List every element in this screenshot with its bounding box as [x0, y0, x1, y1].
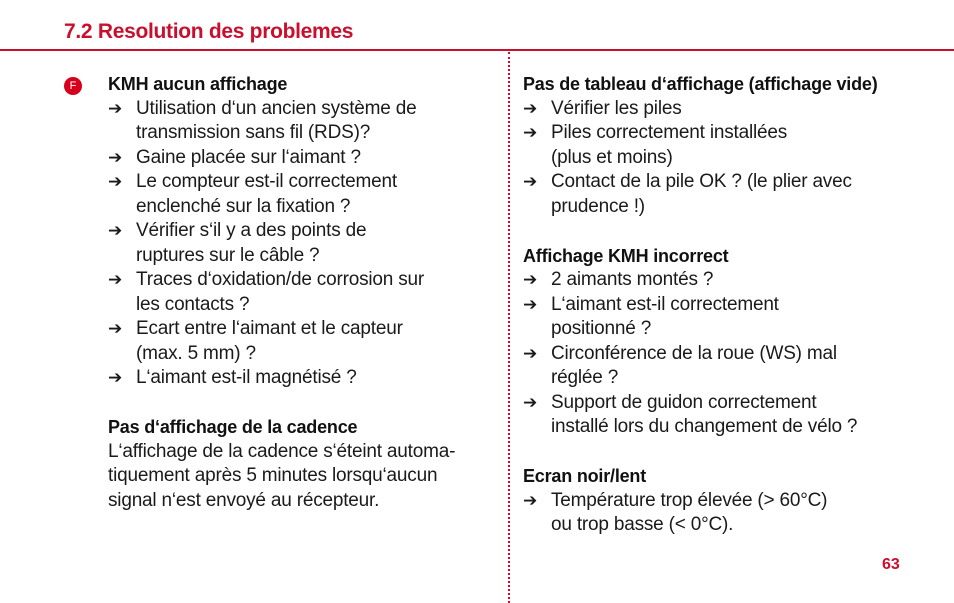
page-number: 63 [882, 556, 900, 573]
checklist-item [108, 366, 503, 391]
checklist-item [108, 97, 503, 146]
arrow-right-icon: ➔ [108, 172, 123, 191]
checklist-item [523, 391, 948, 440]
item-text-line: Piles correctement installées [551, 122, 788, 143]
checklist-item [108, 170, 503, 219]
item-text-line: ou trop basse (< 0°C). [551, 514, 734, 535]
arrow-right-icon: ➔ [523, 490, 538, 510]
arrow-right-icon: ➔ [523, 172, 538, 191]
item-text-line: réglée ? [551, 367, 619, 388]
checklist-item [108, 146, 503, 171]
item-text-line: les contacts ? [136, 293, 250, 315]
paragraph-line: signal n‘est envoyé au récepteur. [108, 489, 380, 511]
arrow-right-icon: ➔ [108, 368, 123, 387]
section-kmh-aucun-affichage [108, 72, 503, 391]
arrow-right-icon: ➔ [523, 98, 538, 118]
section-title: Ecran noir/lent [523, 466, 647, 486]
checklist [523, 489, 948, 538]
checklist [108, 97, 503, 391]
item-text-line: transmission sans fil (RDS)? [136, 122, 371, 143]
arrow-right-icon: ➔ [108, 221, 123, 240]
item-text-line: 2 aimants montés ? [551, 269, 714, 290]
item-text-line: enclenché sur la fixation ? [136, 195, 351, 217]
section-pas-d-affichage-de-la-cadence [108, 415, 503, 513]
item-text-line: positionné ? [551, 318, 652, 339]
item-text-line: (plus et moins) [551, 146, 673, 168]
section-title: KMH aucun affichage [108, 74, 288, 94]
item-text-line: Circonférence de la roue (WS) mal [551, 342, 837, 364]
arrow-right-icon: ➔ [523, 343, 538, 363]
checklist-item [108, 219, 503, 268]
item-text-line: Utilisation d‘un ancien système de [136, 97, 417, 119]
item-text-line: ruptures sur le câble ? [136, 244, 320, 266]
paragraph-line: L‘affichage de la cadence s‘éteint automa- [108, 440, 456, 462]
item-text-line: Support de guidon correctement [551, 391, 817, 413]
section-title: Pas de tableau d‘affichage (affichage vide) [523, 74, 878, 94]
header-divider [0, 49, 954, 51]
arrow-right-icon: ➔ [523, 270, 538, 289]
checklist-item [523, 268, 948, 293]
checklist-item [523, 121, 948, 170]
item-text-line: Le compteur est-il correctement [136, 171, 397, 192]
checklist [523, 97, 948, 220]
right-column [523, 72, 948, 562]
section-ecran-noir-lent [523, 464, 948, 538]
section-title: Affichage KMH incorrect [523, 245, 729, 266]
arrow-right-icon: ➔ [108, 270, 123, 289]
column-divider [508, 52, 510, 603]
section-pas-de-tableau-d-affichage-affichage-vide [523, 72, 948, 219]
checklist-item [523, 342, 948, 391]
item-text-line: Température trop élevée (> 60°C) [551, 489, 828, 511]
section-title: Pas d‘affichage de la cadence [108, 417, 358, 437]
checklist-item [523, 97, 948, 122]
item-text-line: L‘aimant est-il correctement [551, 293, 779, 315]
item-text-line: Gaine placée sur l‘aimant ? [136, 146, 361, 168]
item-text-line: Vérifier s‘il y a des points de [136, 220, 367, 241]
arrow-right-icon: ➔ [108, 147, 123, 167]
item-text-line: prudence !) [551, 195, 645, 217]
arrow-right-icon: ➔ [108, 319, 123, 338]
item-text-line: Vérifier les piles [551, 97, 682, 119]
checklist-item [523, 170, 948, 219]
checklist-item [108, 317, 503, 366]
arrow-right-icon: ➔ [523, 123, 538, 142]
item-text-line: Contact de la pile OK ? (le plier avec [551, 171, 852, 192]
left-column [108, 72, 503, 538]
page-title: 7.2 Resolution des problemes [64, 20, 354, 43]
paragraph-line: tiquement après 5 minutes lorsqu‘aucun [108, 465, 438, 486]
arrow-right-icon: ➔ [523, 294, 538, 314]
item-text-line: L‘aimant est-il magnétisé ? [136, 367, 357, 388]
checklist-item [523, 293, 948, 342]
checklist [523, 268, 948, 440]
section-affichage-kmh-incorrect [523, 244, 948, 440]
arrow-right-icon: ➔ [523, 392, 538, 412]
item-text-line: Ecart entre l‘aimant et le capteur [136, 318, 403, 339]
item-text-line: installé lors du changement de vélo ? [551, 416, 858, 437]
language-badge: F [64, 77, 82, 95]
checklist-item [523, 489, 948, 538]
item-text-line: Traces d‘oxidation/de corrosion sur [136, 269, 424, 290]
checklist-item [108, 268, 503, 317]
item-text-line: (max. 5 mm) ? [136, 342, 256, 364]
arrow-right-icon: ➔ [108, 98, 123, 118]
section-paragraph [108, 440, 503, 514]
